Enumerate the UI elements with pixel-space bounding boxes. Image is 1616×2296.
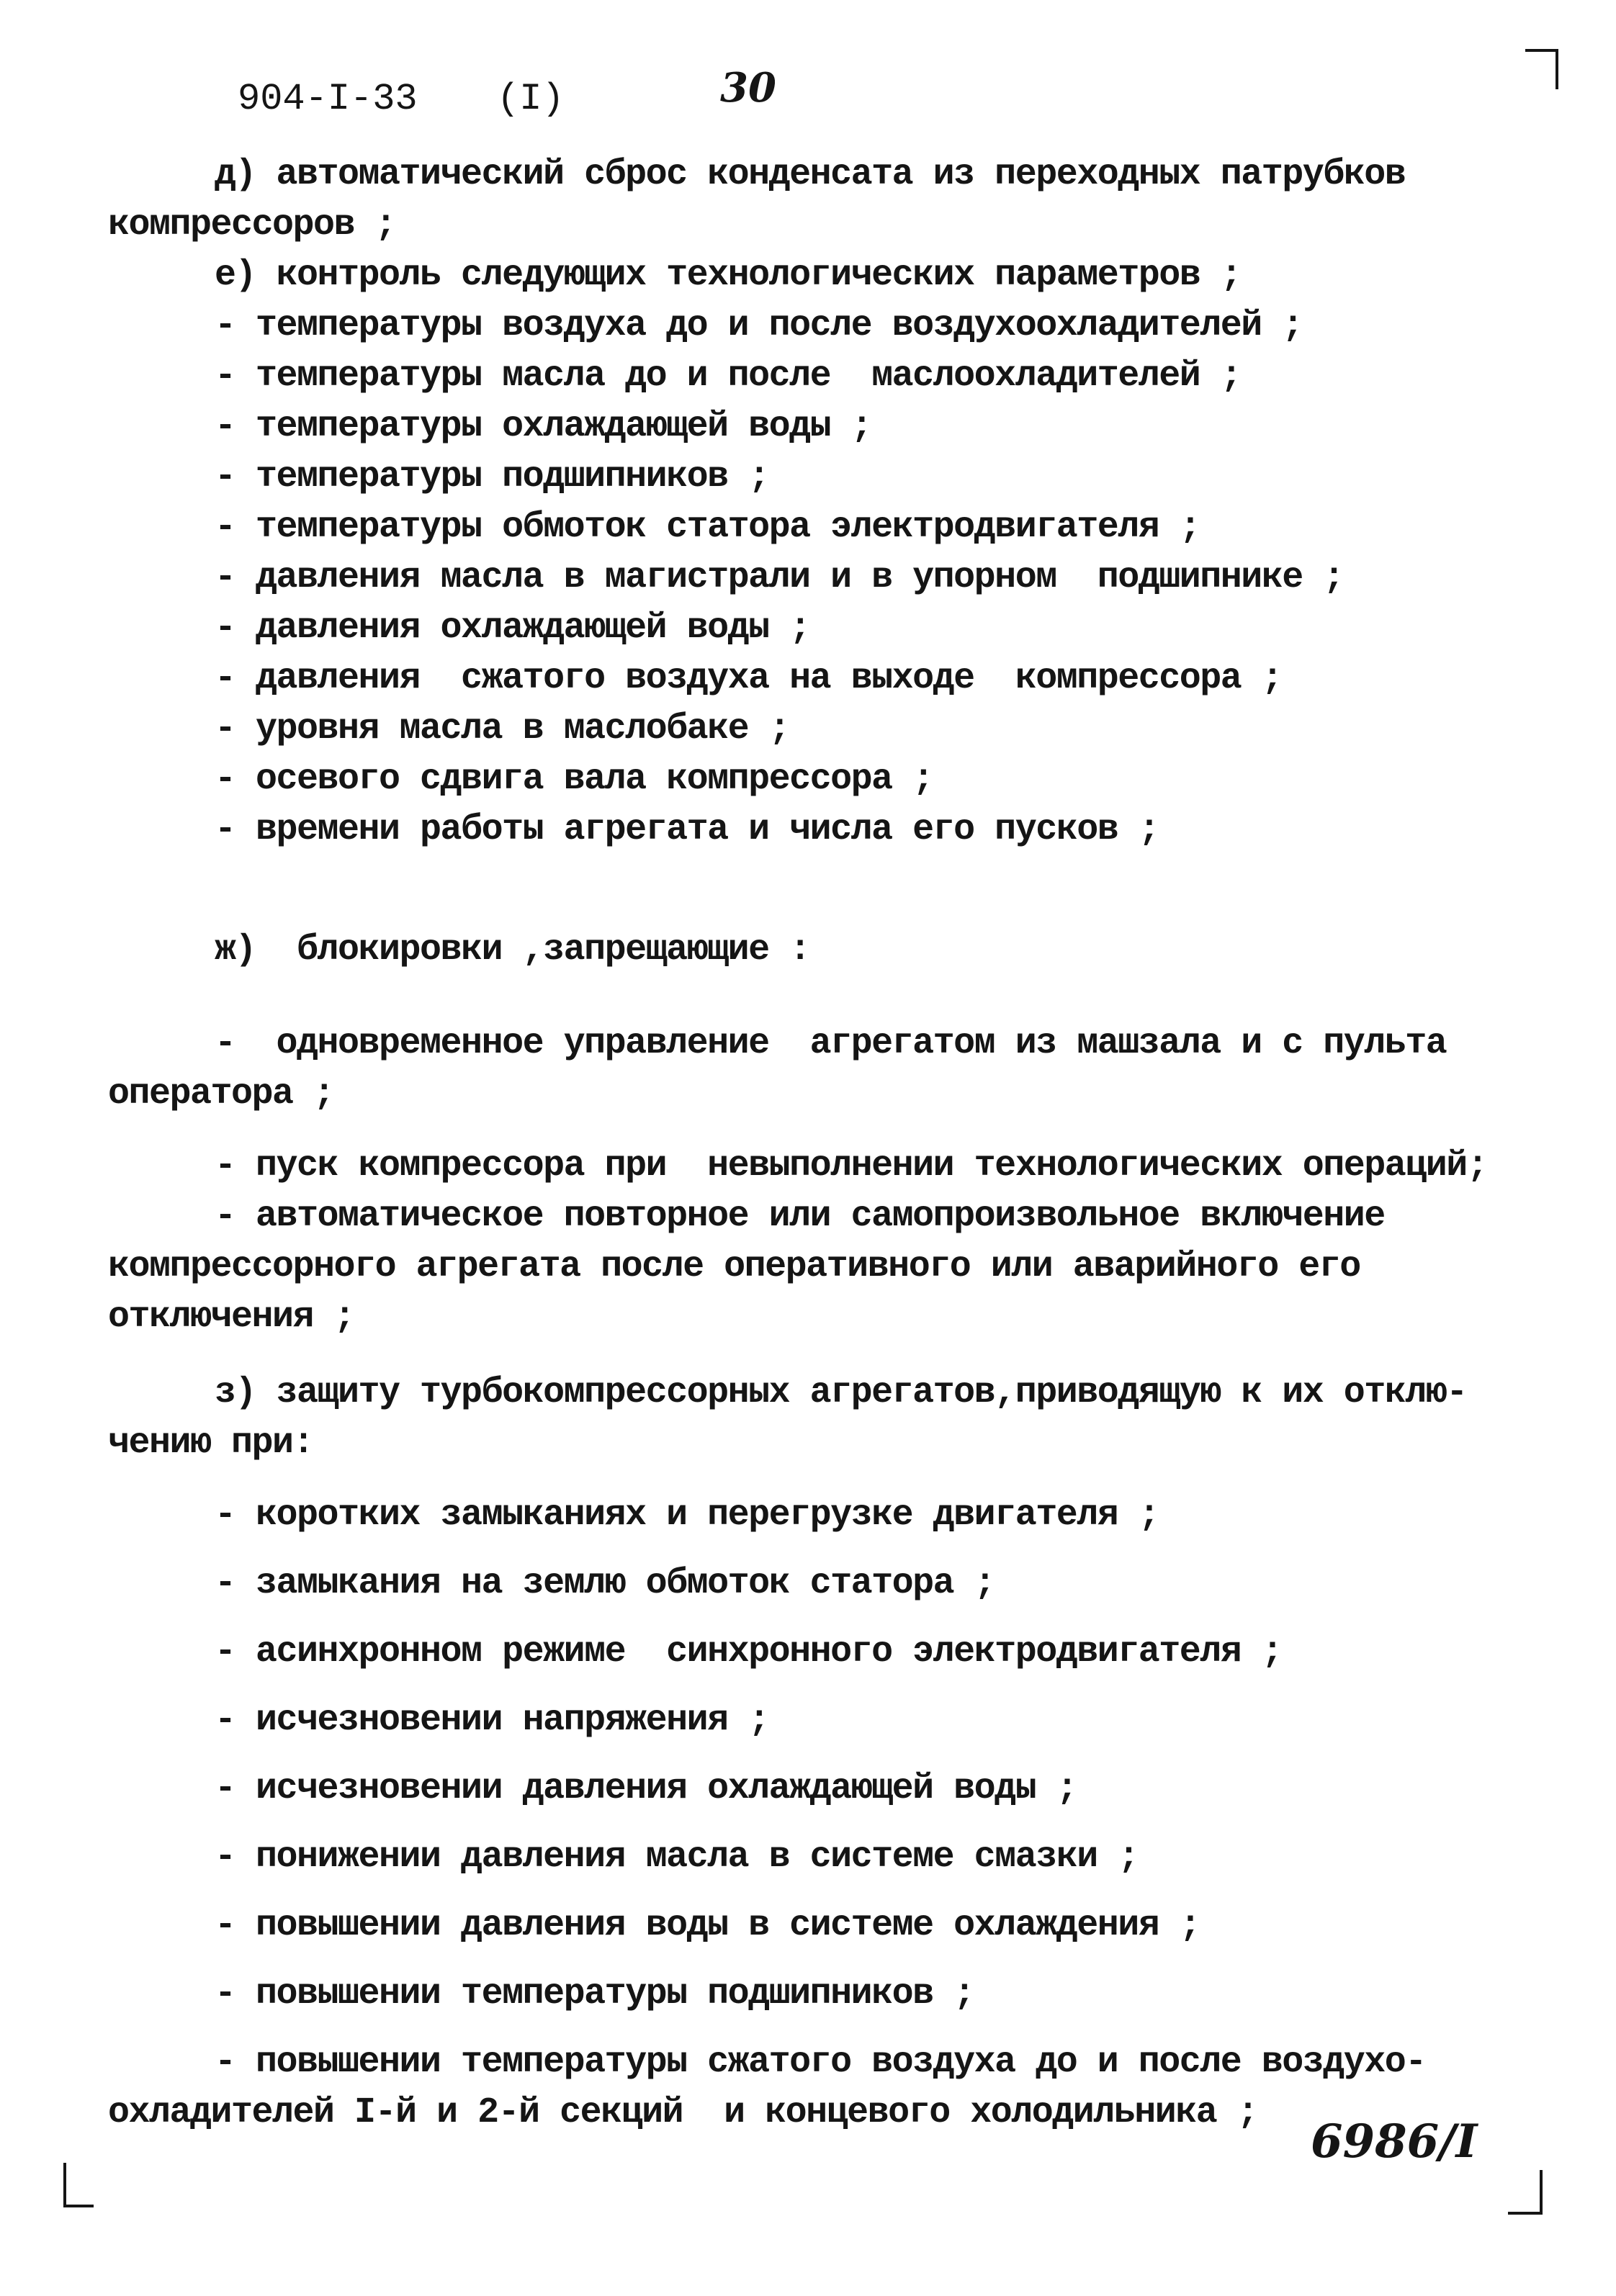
list-item: - исчезновении напряжения ; <box>215 1700 769 1741</box>
list-item-continuation: компрессорного агрегата после оперативного или аварийного его <box>108 1246 1360 1287</box>
list-item: - повышении температуры сжатого воздуха до и после воздухо- <box>215 2042 1426 2083</box>
list-item: - автоматическое повторное или самопроизвольное включение <box>215 1196 1385 1237</box>
list-item: - температуры обмоток статора электродвигателя ; <box>215 507 1200 548</box>
volume-number: (I) <box>497 78 565 120</box>
list-item: - пуск компрессора при невыполнении технологических операций; <box>215 1145 1488 1187</box>
list-item-continuation: охладителей I-й и 2-й секций и концевого холодильника ; <box>108 2092 1258 2133</box>
corner-mark-bottom-left <box>63 2163 66 2206</box>
corner-mark-top-right-vertical <box>1556 49 1558 89</box>
document-code: 904-I-33 <box>238 78 418 120</box>
list-item: - понижении давления масла в системе смазки ; <box>215 1837 1139 1878</box>
list-item: - уровня масла в маслобаке ; <box>215 708 790 749</box>
list-item: - одновременное управление агрегатом из машзала и с пульта <box>215 1023 1447 1064</box>
list-item: - температуры воздуха до и после воздухоохладителей ; <box>215 305 1303 346</box>
list-item: - коротких замыканиях и перегрузке двигателя ; <box>215 1495 1159 1536</box>
corner-mark-bottom-right <box>1540 2170 1543 2213</box>
corner-mark-top-right <box>1525 49 1558 52</box>
inventory-number: 6986/I <box>1311 2115 1478 2169</box>
list-item: - повышении давления воды в системе охлаждения ; <box>215 1905 1200 1946</box>
item-d-line-1: д) автоматический сброс конденсата из переходных патрубков <box>215 154 1406 195</box>
corner-mark-bottom-left-horizontal <box>63 2205 94 2207</box>
list-item: - осевого сдвига вала компрессора ; <box>215 759 933 800</box>
list-item-continuation: отключения ; <box>108 1297 355 1338</box>
item-e-heading: е) контроль следующих технологических параметров ; <box>215 255 1242 296</box>
list-item: - исчезновении давления охлаждающей воды ; <box>215 1768 1077 1809</box>
list-item: - температуры масла до и после маслоохладителей ; <box>215 356 1242 397</box>
list-item: - температуры охлаждающей воды ; <box>215 406 872 447</box>
list-item: - повышении температуры подшипников ; <box>215 1973 974 2014</box>
page-number: 30 <box>720 64 776 112</box>
list-item: - давления охлаждающей воды ; <box>215 608 810 649</box>
item-z-heading-continuation: чению при: <box>108 1423 314 1464</box>
corner-mark-bottom-right-horizontal <box>1508 2212 1543 2215</box>
list-item: - времени работы агрегата и числа его пусков ; <box>215 809 1159 850</box>
list-item: - асинхронном режиме синхронного электродвигателя ; <box>215 1631 1283 1673</box>
list-item: - давления масла в магистрали и в упорном подшипнике ; <box>215 557 1344 598</box>
item-d-line-2: компрессоров ; <box>108 204 396 246</box>
item-z-heading: з) защиту турбокомпрессорных агрегатов,приводящую к их отклю- <box>215 1372 1467 1413</box>
item-zh-heading: ж) блокировки ,запрещающие : <box>215 929 810 971</box>
list-item: - температуры подшипников ; <box>215 456 769 498</box>
list-item: - давления сжатого воздуха на выходе компрессора ; <box>215 658 1283 699</box>
list-item-continuation: оператора ; <box>108 1073 334 1115</box>
list-item: - замыкания на землю обмоток статора ; <box>215 1563 995 1604</box>
